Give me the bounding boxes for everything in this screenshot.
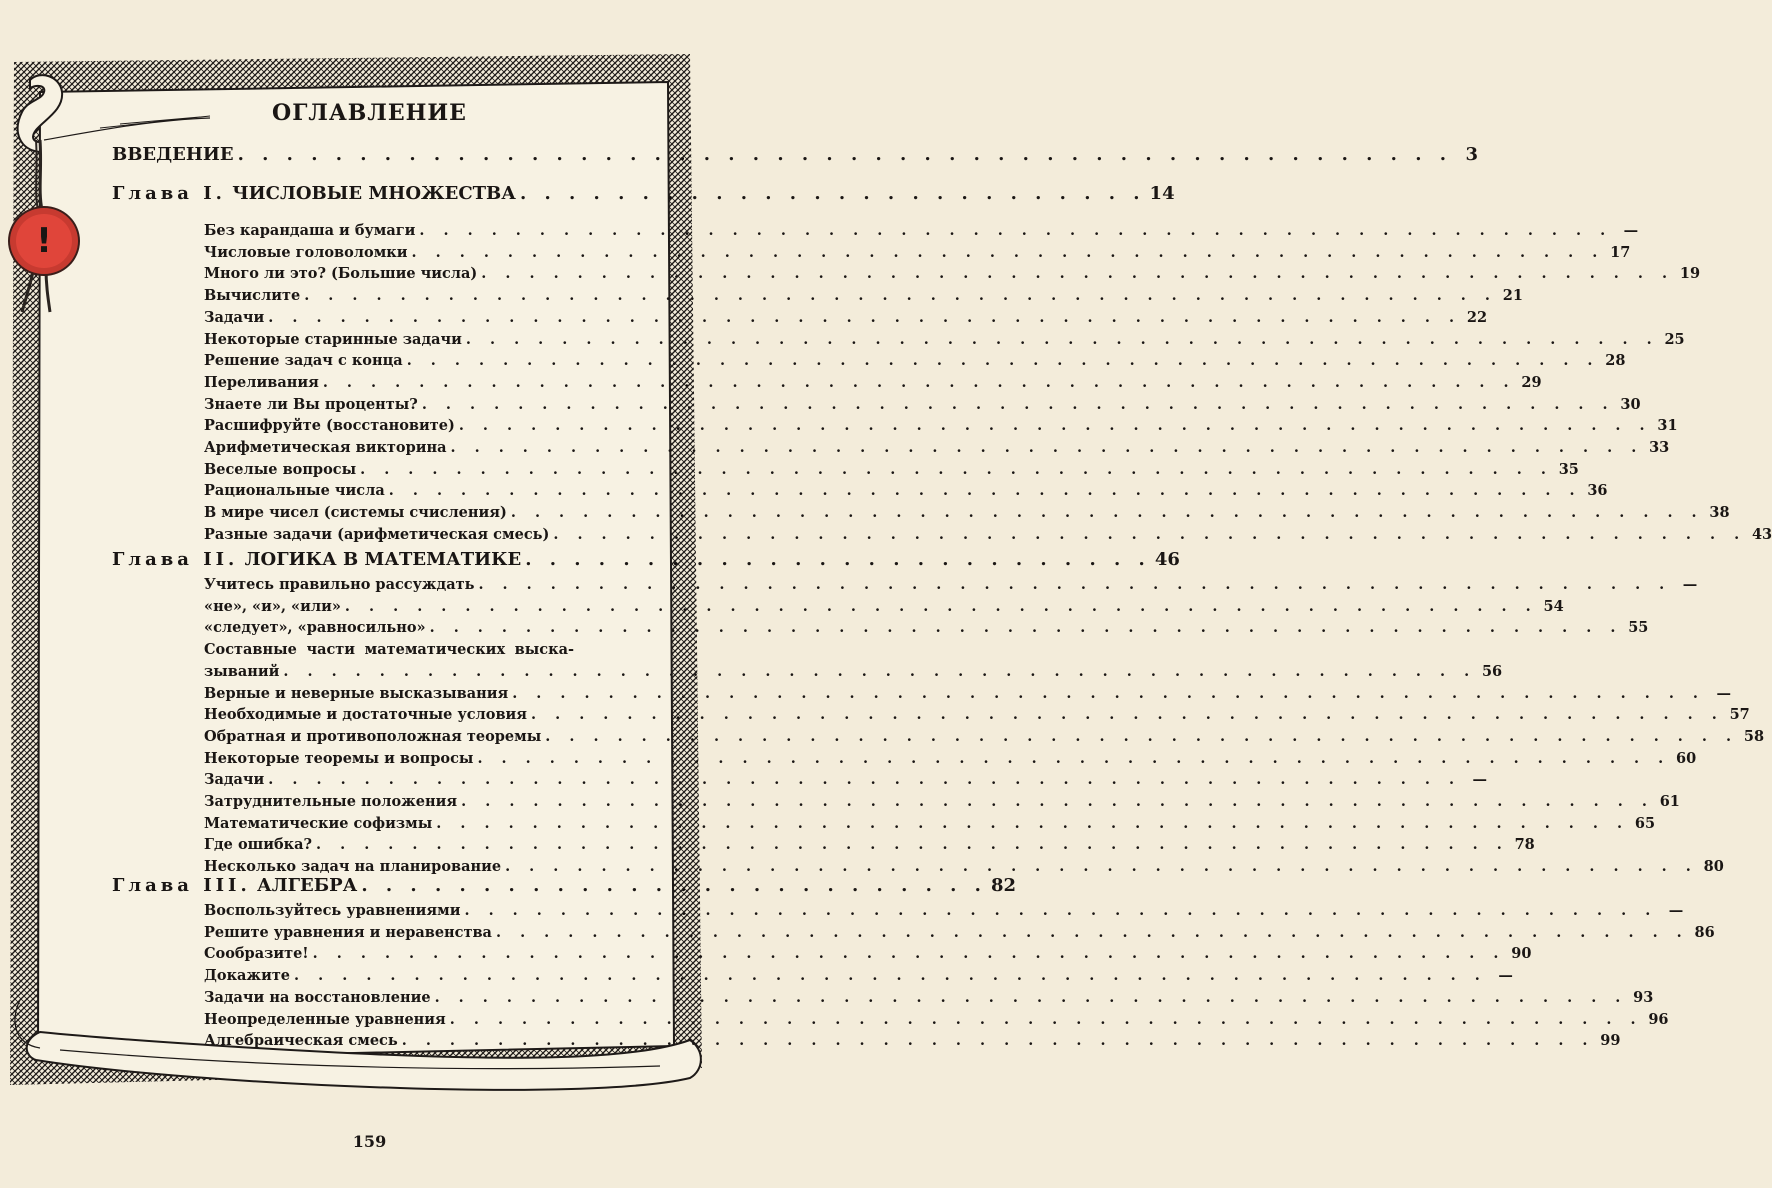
leader-dots: . . . . . . . . . . . . . . . . . . . . . . . . . . . . . . . . . . . . . . . . . . . . . . . . . . <box>436 815 1630 832</box>
entry-page-number: 36 <box>1587 482 1608 499</box>
chapter-heading <box>112 875 357 896</box>
entry-page-number: 22 <box>1466 309 1488 326</box>
leader-dots: . . . . . . . . . . . . . . . . . . . . . . . . . . . . . . . . . . . . . . . . . . . . . . . . . . <box>429 619 1623 636</box>
toc-entry <box>204 352 1626 369</box>
leader-dots: . . . . . . . . . . . . . . . . . . . . . . . . . . . . . . . . . . . . . . . . . . . . . . . . . . <box>505 858 1698 875</box>
entry-page-number: 38 <box>1709 504 1730 521</box>
leader-dots: . . . . . . . . . . . . . . . . . . . . . . . . . . . . . . . . . . . . . . . . . . . . . . . . . . <box>237 144 1453 165</box>
entry-title: Учитесь правильно рассуждать <box>204 576 475 593</box>
entry-title: Где ошибка? <box>204 836 312 853</box>
entry-page-number: 61 <box>1659 793 1680 810</box>
toc-entry <box>204 265 1701 282</box>
entry-title: Воспользуйтесь уравнениями <box>204 902 461 919</box>
entry-title: Переливания <box>204 374 319 391</box>
toc-entry <box>204 576 1698 593</box>
entry-title: Некоторые старинные задачи <box>204 331 462 348</box>
leader-dots: . . . . . . . . . . . . . . . . . . . . . . . . . . . . . . . . . . . . . . . . . . . . . . . . . . <box>294 967 1487 984</box>
leader-dots: . . . . . . . . . . . . . . . . . . . . . . . . . . . . . . . . . . . . . . . . . . . . . . . . . . <box>495 924 1689 941</box>
toc-entry <box>204 598 1564 615</box>
page-number: 159 <box>352 1132 387 1151</box>
entry-page-number: 25 <box>1664 331 1685 348</box>
toc-entry <box>204 815 1656 832</box>
leader-dots: . . . . . . . . . . . . . . . . . . . . . . . . . . . . . . . . . . . . . . . . . . . . . . . . . . <box>461 793 1654 810</box>
leader-dots: . . . . . . . . . . . . . . . . . . . . . . . . . . . . . . . . . . . . . . . . . . . . . . . . . . <box>510 504 1704 521</box>
toc-entry <box>204 309 1488 326</box>
toc-chapter <box>112 183 1175 204</box>
leader-dots: . . . . . . . . . . . . . . . . . . . . . . . . . . . . . . . . . . . . . . . . . . . . . . . . . . <box>553 526 1747 543</box>
chapter-prefix: Глава II. <box>112 549 239 570</box>
toc-entry <box>204 945 1532 962</box>
page-title: ОГЛАВЛЕНИЕ <box>272 100 467 126</box>
toc-entry <box>204 989 1654 1006</box>
leader-dots: . . . . . . . . . . . . . . . . . . . . . . . . . . . . . . . . . . . . . . . . . . . . . . . . . . <box>360 461 1553 478</box>
entry-title: «следует», «равносильно» <box>204 619 426 636</box>
leader-dots: . . . . . . . . . . . . . . . . . . . . . . . . . . <box>519 183 1146 204</box>
entry-title: В мире чисел (системы счисления) <box>204 504 507 521</box>
entry-title: Задачи <box>204 771 265 788</box>
toc-entry <box>204 526 1772 543</box>
leader-dots: . . . . . . . . . . . . . . . . . . . . . . . . . . . . . . . . . . . . . . . . . . . . . . . . . . <box>434 989 1628 1006</box>
entry-page-number: 90 <box>1511 945 1532 962</box>
toc-entry <box>204 967 1513 984</box>
entry-page-number: 54 <box>1543 598 1564 615</box>
toc-entry <box>204 836 1535 853</box>
toc-entry <box>204 461 1579 478</box>
chapter-title: ЧИСЛОВЫЕ МНОЖЕСТВА <box>232 183 516 204</box>
toc-chapter <box>112 549 1180 570</box>
exclamation-icon: ! <box>36 221 52 261</box>
toc-entry <box>204 287 1523 304</box>
chapter-prefix: Глава III. <box>112 875 251 896</box>
leader-dots: . . . . . . . . . . . . . . . . . . . . . . . . . . . . . . . . . . . . . . . . . . . . . . . . . . <box>411 244 1605 261</box>
entry-title: Затруднительные положения <box>204 793 458 810</box>
toc-entry <box>204 663 1503 680</box>
chapter-title: ЛОГИКА В МАТЕМАТИКЕ <box>244 549 522 570</box>
leader-dots: . . . . . . . . . . . . . . . . . . . . . . . . . . . . . . . . . . . . . . . . . . . . . . . . . . <box>464 902 1658 919</box>
toc-entry <box>204 771 1488 788</box>
entry-page-number: 86 <box>1694 924 1715 941</box>
entry-page-number: 56 <box>1481 663 1503 680</box>
entry-page-number: — <box>1498 967 1513 984</box>
entry-title: Докажите <box>204 967 291 984</box>
toc-entry <box>204 374 1542 391</box>
entry-title: Числовые головоломки <box>204 244 408 261</box>
leader-dots: . . . . . . . . . . . . . . . . . . . . . . . . . . <box>361 875 987 896</box>
leader-dots: . . . . . . . . . . . . . . . . . . . . . . . . . . . . . . . . . . . . . . . . . . . . . . . . . . <box>388 482 1582 499</box>
leader-dots: . . . . . . . . . . . . . . . . . . . . . . . . . . . . . . . . . . . . . . . . . . . . . . . . . . <box>268 309 1462 326</box>
leader-dots: . . . . . . . . . . . . . . . . . . . . . . . . . . . . . . . . . . . . . . . . . . . . . . . . . . <box>458 417 1652 434</box>
entry-page-number: 21 <box>1502 287 1523 304</box>
chapter-page-number: 46 <box>1154 549 1180 570</box>
entry-title: Математические софизмы <box>204 815 433 832</box>
entry-page-number: — <box>1682 576 1698 593</box>
entry-title: Без карандаша и бумаги <box>204 222 416 239</box>
entry-page-number: 96 <box>1648 1011 1669 1028</box>
toc-entry <box>204 706 1750 723</box>
chapter-prefix: Глава I. <box>112 183 226 204</box>
toc-entry <box>204 685 1731 702</box>
entry-title: Несколько задач на планирование <box>204 858 502 875</box>
entry-page-number: 55 <box>1628 619 1649 636</box>
chapter-page-number: 82 <box>990 875 1017 896</box>
entry-page-number: 31 <box>1657 417 1678 434</box>
entry-page-number: 78 <box>1514 836 1535 853</box>
entry-title: Решите уравнения и неравенства <box>204 924 492 941</box>
leader-dots: . . . . . . . . . . . . . . . . . . . . . . . . . . . . . . . . . . . . . . . . . . . . . . . . . . <box>312 945 1506 962</box>
entry-page-number: 80 <box>1703 858 1724 875</box>
entry-title: Верные и неверные высказывания <box>204 685 509 702</box>
toc-entry-continued: Составные части математических выска- <box>204 641 574 658</box>
leader-dots: . . . . . . . . . . . . . . . . . . . . . . . . . . . . . . . . . . . . . . . . . . . . . . . . . . <box>304 287 1497 304</box>
entry-page-number: 58 <box>1743 728 1765 745</box>
entry-title: Знаете ли Вы проценты? <box>204 396 418 413</box>
entry-page-number: 65 <box>1634 815 1656 832</box>
entry-page-number: 57 <box>1729 706 1750 723</box>
leader-dots: . . . . . . . . . . . . . . . . . . . . . . . . . . <box>525 549 1151 570</box>
entry-page-number: 29 <box>1521 374 1542 391</box>
toc-entry <box>204 396 1641 413</box>
entry-title: Вычислите <box>204 287 301 304</box>
entry-title: Решение задач с конца <box>204 352 403 369</box>
toc-entry <box>204 222 1639 239</box>
chapter-title: АЛГЕБРА <box>257 875 358 896</box>
leader-dots: . . . . . . . . . . . . . . . . . . . . . . . . . . . . . . . . . . . . . . . . . . . . . . . . . . <box>401 1032 1595 1049</box>
toc-entry <box>204 244 1631 261</box>
entry-title: Разные задачи (арифметическая смесь) <box>204 526 550 543</box>
toc-entry <box>204 1011 1669 1028</box>
entry-page-number: 99 <box>1600 1032 1621 1049</box>
entry-title: ВВЕДЕНИЕ <box>112 144 234 165</box>
entry-title: Некоторые теоремы и вопросы <box>204 750 474 767</box>
leader-dots: . . . . . . . . . . . . . . . . . . . . . . . . . . . . . . . . . . . . . . . . . . . . . . . . . . <box>545 728 1739 745</box>
toc-introduction <box>112 144 1479 165</box>
entry-page-number: 17 <box>1610 244 1631 261</box>
toc-entry <box>204 902 1684 919</box>
entry-title: Обратная и противоположная теоремы <box>204 728 542 745</box>
entry-page-number: 30 <box>1620 396 1641 413</box>
entry-title: Алгебраическая смесь <box>204 1032 398 1049</box>
entry-page-number: 28 <box>1605 352 1626 369</box>
toc-entry <box>204 924 1715 941</box>
entry-title: Сообразите! <box>204 945 309 962</box>
leader-dots: . . . . . . . . . . . . . . . . . . . . . . . . . . . . . . . . . . . . . . . . . . . . . . . . . . <box>344 598 1538 615</box>
leader-dots: . . . . . . . . . . . . . . . . . . . . . . . . . . . . . . . . . . . . . . . . . . . . . . . . . . <box>450 439 1644 456</box>
entry-page-number: 3 <box>1465 144 1479 165</box>
leader-dots: . . . . . . . . . . . . . . . . . . . . . . . . . . . . . . . . . . . . . . . . . . . . . . . . . . <box>421 396 1615 413</box>
chapter-heading <box>112 183 516 204</box>
leader-dots: . . . . . . . . . . . . . . . . . . . . . . . . . . . . . . . . . . . . . . . . . . . . . . . . . . <box>465 331 1659 348</box>
entry-title: Веселые вопросы <box>204 461 357 478</box>
entry-page-number: 43 <box>1751 526 1772 543</box>
entry-title: Расшифруйте (восстановите) <box>204 417 455 434</box>
toc-entry <box>204 619 1649 636</box>
leader-dots: . . . . . . . . . . . . . . . . . . . . . . . . . . . . . . . . . . . . . . . . . . . . . . . . . . <box>449 1011 1643 1028</box>
entry-page-number: 93 <box>1633 989 1654 1006</box>
leader-dots: . . . . . . . . . . . . . . . . . . . . . . . . . . . . . . . . . . . . . . . . . . . . . . . . . . <box>531 706 1724 723</box>
entry-page-number: — <box>1716 685 1731 702</box>
entry-page-number: 60 <box>1676 750 1697 767</box>
entry-title: Много ли это? (Большие числа) <box>204 265 478 282</box>
entry-page-number: — <box>1472 771 1488 788</box>
toc-entry <box>204 750 1697 767</box>
entry-page-number: — <box>1623 222 1639 239</box>
chapter-heading <box>112 549 521 570</box>
leader-dots: . . . . . . . . . . . . . . . . . . . . . . . . . . . . . . . . . . . . . . . . . . . . . . . . . . <box>478 576 1672 593</box>
toc-entry <box>204 439 1670 456</box>
entry-title: Рациональные числа <box>204 482 385 499</box>
entry-title: Арифметическая викторина <box>204 439 447 456</box>
toc-entry <box>204 482 1608 499</box>
entry-title: Задачи на восстановление <box>204 989 431 1006</box>
toc-entry <box>204 504 1730 521</box>
entry-title: Неопределенные уравнения <box>204 1011 446 1028</box>
leader-dots: . . . . . . . . . . . . . . . . . . . . . . . . . . . . . . . . . . . . . . . . . . . . . . . . . . <box>316 836 1509 853</box>
entry-page-number: 35 <box>1558 461 1579 478</box>
entry-title: Необходимые и достаточные условия <box>204 706 527 723</box>
toc-entry <box>204 858 1724 875</box>
toc-entry <box>204 728 1765 745</box>
chapter-page-number: 14 <box>1149 183 1175 204</box>
entry-title: «не», «и», «или» <box>204 598 341 615</box>
entry-page-number: — <box>1668 902 1684 919</box>
leader-dots: . . . . . . . . . . . . . . . . . . . . . . . . . . . . . . . . . . . . . . . . . . . . . . . . . . <box>481 265 1675 282</box>
leader-dots: . . . . . . . . . . . . . . . . . . . . . . . . . . . . . . . . . . . . . . . . . . . . . . . . . . <box>512 685 1705 702</box>
leader-dots: . . . . . . . . . . . . . . . . . . . . . . . . . . . . . . . . . . . . . . . . . . . . . . . . . . <box>406 352 1600 369</box>
leader-dots: . . . . . . . . . . . . . . . . . . . . . . . . . . . . . . . . . . . . . . . . . . . . . . . . . . <box>283 663 1477 680</box>
toc-entry <box>204 793 1680 810</box>
entry-title: зываний <box>204 663 280 680</box>
toc-entry <box>204 331 1685 348</box>
toc-entry <box>204 1032 1621 1049</box>
entry-page-number: 19 <box>1679 265 1701 282</box>
toc-chapter <box>112 875 1017 896</box>
leader-dots: . . . . . . . . . . . . . . . . . . . . . . . . . . . . . . . . . . . . . . . . . . . . . . . . . . <box>268 771 1462 788</box>
entry-title: Задачи <box>204 309 265 326</box>
leader-dots: . . . . . . . . . . . . . . . . . . . . . . . . . . . . . . . . . . . . . . . . . . . . . . . . . . <box>477 750 1671 767</box>
toc-entry <box>204 417 1678 434</box>
leader-dots: . . . . . . . . . . . . . . . . . . . . . . . . . . . . . . . . . . . . . . . . . . . . . . . . . . <box>419 222 1613 239</box>
leader-dots: . . . . . . . . . . . . . . . . . . . . . . . . . . . . . . . . . . . . . . . . . . . . . . . . . . <box>322 374 1516 391</box>
entry-page-number: 33 <box>1649 439 1670 456</box>
